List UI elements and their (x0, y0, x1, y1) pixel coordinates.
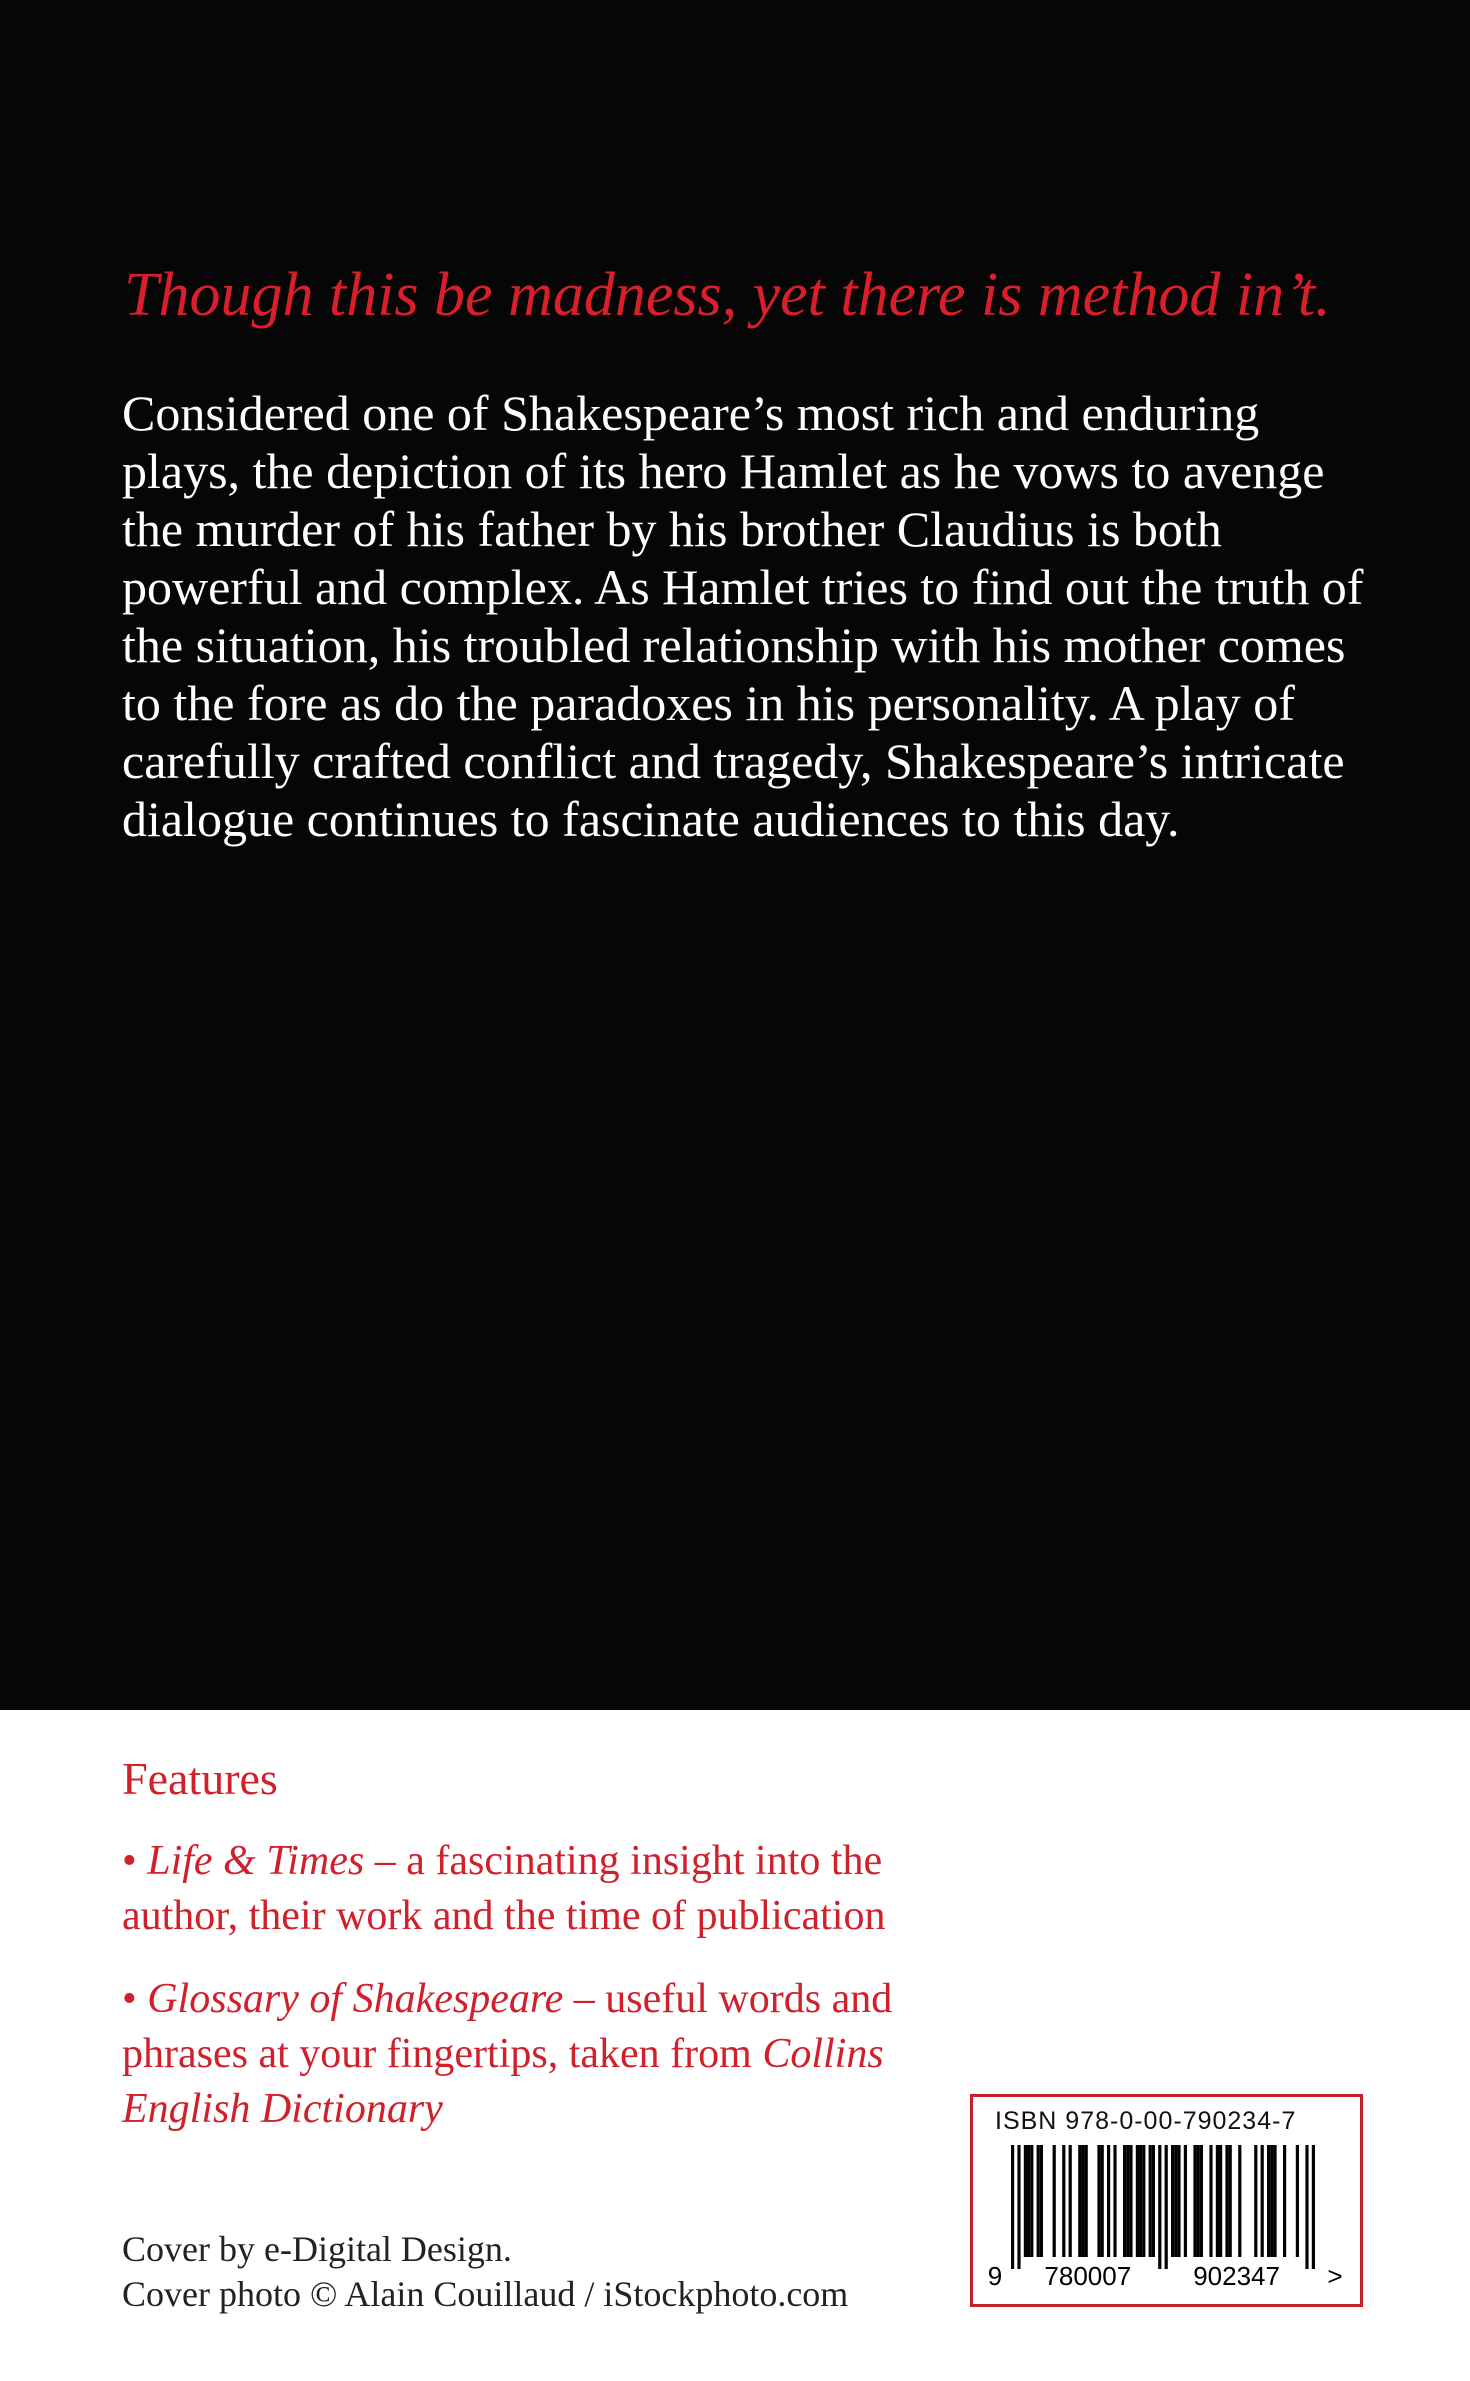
barcode-bar (1101, 2145, 1104, 2257)
barcode-bar (1062, 2145, 1065, 2257)
barcode-bar (1219, 2145, 1222, 2257)
barcode-bar (1113, 2145, 1116, 2257)
barcode-bar (1017, 2145, 1020, 2269)
isbn-label: ISBN 978-0-00-790234-7 (995, 2107, 1297, 2135)
barcode-bar (1184, 2145, 1187, 2257)
barcode-bar (1136, 2145, 1139, 2257)
feature-source: Collins English Dictionary (122, 2031, 884, 2132)
barcode-bar (1238, 2145, 1241, 2257)
feature-text: – useful words and phrases at your fingertips, taken from (122, 1976, 893, 2077)
barcode-bar (1312, 2145, 1315, 2269)
barcode-bar (1024, 2145, 1027, 2257)
barcode-digits-left: 780007 (1044, 2261, 1132, 2291)
barcode-bar (1296, 2145, 1299, 2257)
barcode-bar (1069, 2145, 1072, 2257)
feature-item-glossary (122, 1972, 1002, 2137)
barcode-bar (1142, 2145, 1145, 2257)
barcode-bar (1273, 2145, 1276, 2257)
barcode-bar (1129, 2145, 1132, 2257)
features-heading: Features (122, 1753, 278, 1804)
feature-item-life-times (122, 1834, 1002, 1944)
ean13-barcode (987, 2145, 1349, 2295)
barcode-digits-right: 902347 (1193, 2261, 1280, 2291)
barcode-bar (1152, 2145, 1155, 2257)
barcode-bar (1200, 2145, 1203, 2257)
barcode-bar (1030, 2145, 1033, 2257)
barcode-bar (1123, 2145, 1126, 2257)
feature-title: Glossary of Shakespeare (147, 1976, 564, 2022)
barcode-bar (1225, 2145, 1228, 2257)
barcode-bar (1193, 2145, 1196, 2257)
cover-design-credit: Cover by e-Digital Design. (122, 2229, 512, 2269)
barcode-bar (1229, 2145, 1232, 2257)
bullet: • (122, 1976, 148, 2022)
barcode-bar (1158, 2145, 1161, 2269)
barcode-bar (1139, 2145, 1142, 2257)
barcode-bar (1085, 2145, 1088, 2257)
feature-text: – a fascinating insight into the author, their work and the time of publication (122, 1838, 886, 1939)
tagline-quote: Though this be madness, yet there is method in’t. (124, 261, 1331, 329)
barcode-bar (1171, 2145, 1174, 2257)
barcode-bar (1027, 2145, 1030, 2257)
bullet: • (122, 1838, 148, 1884)
book-blurb: Considered one of Shakespeare’s most rich and enduring plays, the depiction of its hero Hamlet as he vows to avenge the murder of his father by his brother Claudius is both powerful and complex. As Hamlet tries to find out the truth of the situation, his troubled relationship with his mother comes to the fore as do the paradoxes in his personality. A play of carefully crafted conflict and tragedy, Shakespeare’s intricate dialogue continues to fascinate audiences to this day. (122, 385, 1364, 847)
barcode-bar (1037, 2145, 1040, 2257)
barcode-bar (1126, 2145, 1129, 2257)
barcode-bar (1209, 2145, 1212, 2257)
isbn-barcode-box (970, 2094, 1363, 2307)
barcode-bar (1197, 2145, 1200, 2257)
barcode-bar (1283, 2145, 1286, 2257)
barcode-bar (1267, 2145, 1270, 2257)
barcode-bar (1174, 2145, 1177, 2257)
barcode-bar (1305, 2145, 1308, 2269)
cover-photo-credit: Cover photo © Alain Couillaud / iStockphoto.com (122, 2274, 849, 2314)
barcode-bar (1040, 2145, 1043, 2257)
barcode-bar (1107, 2145, 1110, 2257)
barcode-bar (1177, 2145, 1180, 2257)
barcode-bar (1165, 2145, 1168, 2269)
cover-credits (122, 2227, 848, 2317)
barcode-digit-lead: 9 (987, 2261, 1003, 2291)
barcode-quiet-zone-mark: > (1327, 2261, 1343, 2291)
barcode-bar (1011, 2145, 1014, 2269)
barcode-bar (1053, 2145, 1056, 2257)
barcode-bar (1097, 2145, 1100, 2257)
barcode-bar (1081, 2145, 1084, 2257)
barcode-bar (1261, 2145, 1264, 2257)
barcode-bar (1078, 2145, 1081, 2257)
feature-title: Life & Times (147, 1838, 365, 1884)
barcode-bar (1149, 2145, 1152, 2257)
barcode-bar (1254, 2145, 1257, 2257)
features-section (122, 1750, 1002, 2165)
barcode-bar (1270, 2145, 1273, 2257)
barcode-bar (1216, 2145, 1219, 2257)
